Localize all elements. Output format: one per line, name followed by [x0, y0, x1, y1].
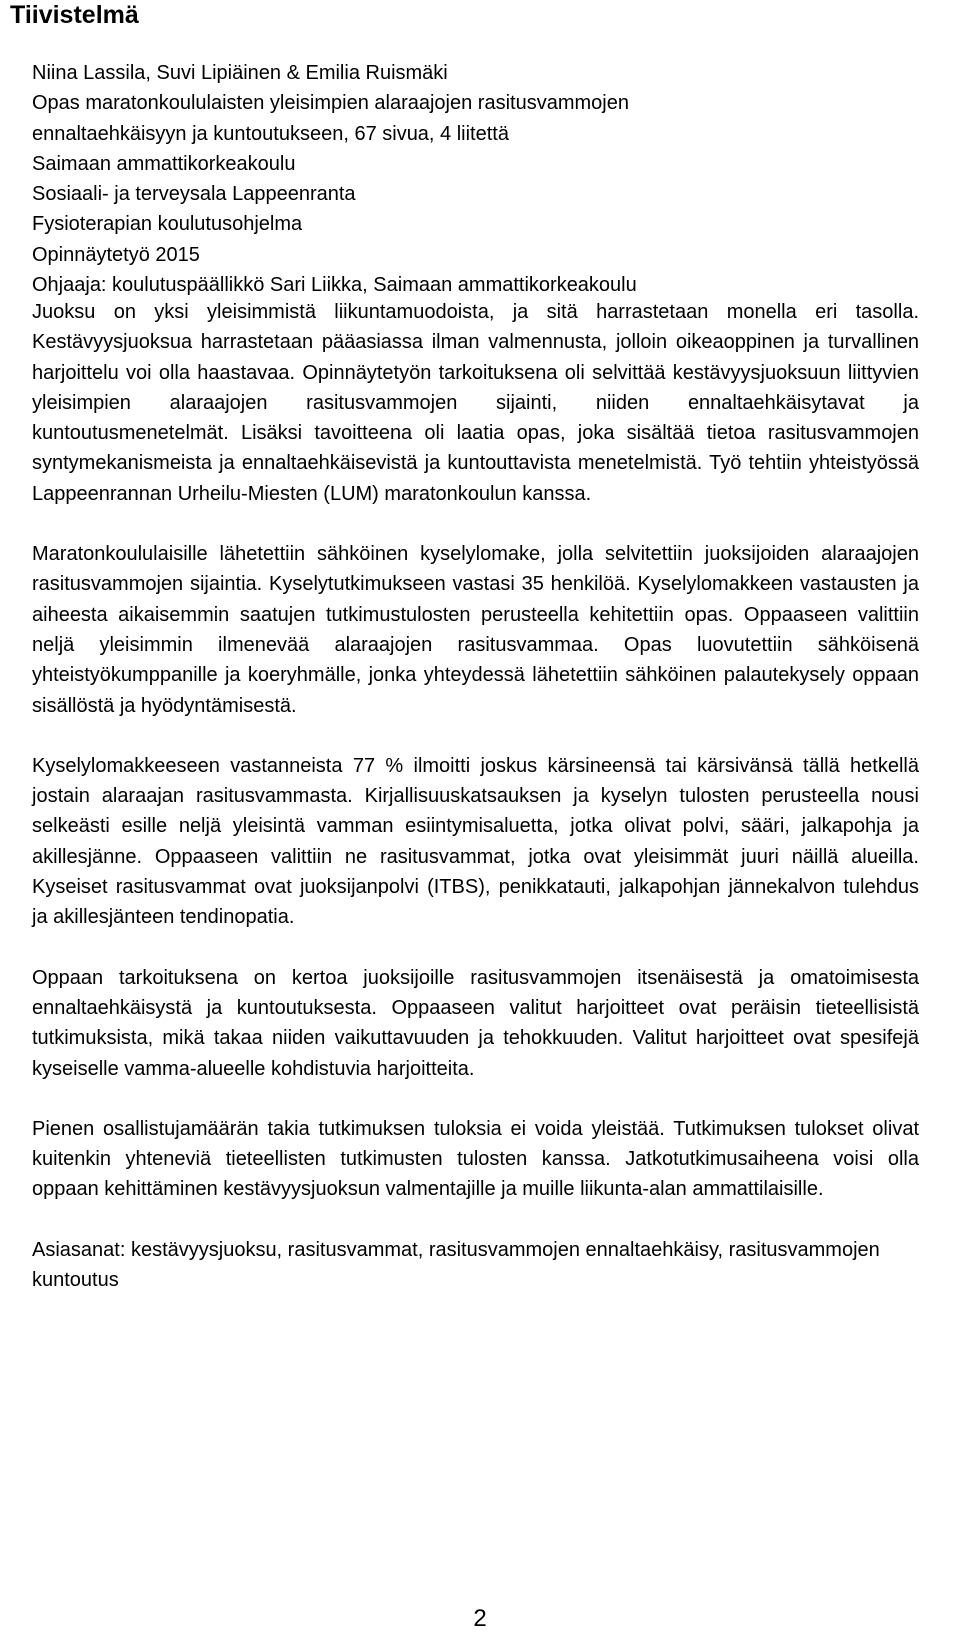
keywords: Asiasanat: kestävyysjuoksu, rasitusvammat, rasitusvammojen ennaltaehkäisy, rasitusvammojen kuntoutus	[32, 1238, 880, 1292]
thesis-title-line-2: ennaltaehkäisyyn ja kuntoutukseen, 67 sivua, 4 liitettä	[32, 122, 509, 145]
paragraph-2: Maratonkoululaisille lähetettiin sähköinen kyselylomake, jolla selvitettiin juoksijoiden alaraajojen rasitusvammojen sijaintia. Kyselytutkimukseen vastasi 35 henkilöä. Kyselylomakkeen vastausten ja aiheesta aikaisemmin saatujen tutkimustulosten perusteella kehitettiin opas. Oppaaseen valittiin neljä yleisimmin ilmenevää alaraajojen rasitusvammaa. Opas luovutettiin sähköisenä yhteistyökumppanille ja koeryhmälle, jonka yhteydessä lähetettiin sähköinen palautekysely oppaan sisällöstä ja hyödyntämisestä.	[32, 543, 919, 717]
degree-programme: Fysioterapian koulutusohjelma	[32, 213, 303, 236]
thesis-info	[32, 58, 932, 300]
institution: Saimaan ammattikorkeakoulu	[32, 152, 296, 175]
page-number: 2	[473, 1605, 487, 1632]
page-title: Tiivistelmä	[10, 1, 139, 29]
abstract-body	[32, 297, 919, 1325]
paragraph-5: Pienen osallistujamäärän takia tutkimuksen tuloksia ei voida yleistää. Tutkimuksen tulokset olivat kuitenkin yhteneviä tieteellisten tutkimusten tulosten kanssa. Jatkotutkimusaiheena voisi olla oppaan kehittäminen kestävyysjuoksun valmentajille ja muille liikunta-alan ammattilaisille.	[32, 1117, 919, 1201]
thesis-title-line-1: Opas maratonkoululaisten yleisimpien alaraajojen rasitusvammojen	[32, 92, 629, 115]
thesis-year: Opinnäytetyö 2015	[32, 243, 200, 266]
paragraph-1: Juoksu on yksi yleisimmistä liikuntamuodoista, ja sitä harrastetaan monella eri tasolla. Kestävyysjuoksua harrastetaan pääasiassa ilman valmennusta, jolloin oikeaoppinen ja turvallinen harjoittelu voi olla haastavaa. Opinnäytetyön tarkoituksena oli selvittää kestävyysjuoksuun liittyvien yleisimpien alaraajojen rasitusvammojen sijainti, niiden ennaltaehkäisytavat ja kuntoutusmenetelmät. Lisäksi tavoitteena oli laatia opas, joka sisältää tietoa rasitusvammojen syntymekanismeista ja ennaltaehkäisevistä ja kuntouttavista menetelmistä. Työ tehtiin yhteistyössä Lappeenrannan Urheilu-Miesten (LUM) maratonkoulun kanssa.	[32, 301, 919, 505]
faculty: Sosiaali- ja terveysala Lappeenranta	[32, 183, 356, 206]
supervisor: Ohjaaja: koulutuspäällikkö Sari Liikka, Saimaan ammattikorkeakoulu	[32, 274, 637, 297]
paragraph-3: Kyselylomakkeeseen vastanneista 77 % ilmoitti joskus kärsineensä tai kärsivänsä tällä hetkellä jostain alaraajan rasitusvammasta. Kirjallisuuskatsauksen ja kyselyn tulosten perusteella nousi selkeästi esille neljä yleisintä vamman esiintymisaluetta, jotka olivat polvi, sääri, jalkapohja ja akillesjänne. Oppaaseen valittiin ne rasitusvammat, jotka ovat yleisimmät juuri näillä alueilla. Kyseiset rasitusvammat ovat juoksijanpolvi (ITBS), penikkatauti, jalkapohjan jännekalvon tulehdus ja akillesjänteen tendinopatia.	[32, 754, 919, 929]
paragraph-4: Oppaan tarkoituksena on kertoa juoksijoille rasitusvammojen itsenäisestä ja omatoimisesta ennaltaehkäisystä ja kuntoutuksesta. Oppaaseen valitut harjoitteet ovat peräisin tieteellisistä tutkimuksista, mikä takaa niiden vaikuttavuuden ja tehokkuuden. Valitut harjoitteet ovat spesifejä kyseiselle vamma-alueelle kohdistuvia harjoitteita.	[32, 966, 919, 1080]
authors: Niina Lassila, Suvi Lipiäinen & Emilia Ruismäki	[32, 62, 448, 84]
